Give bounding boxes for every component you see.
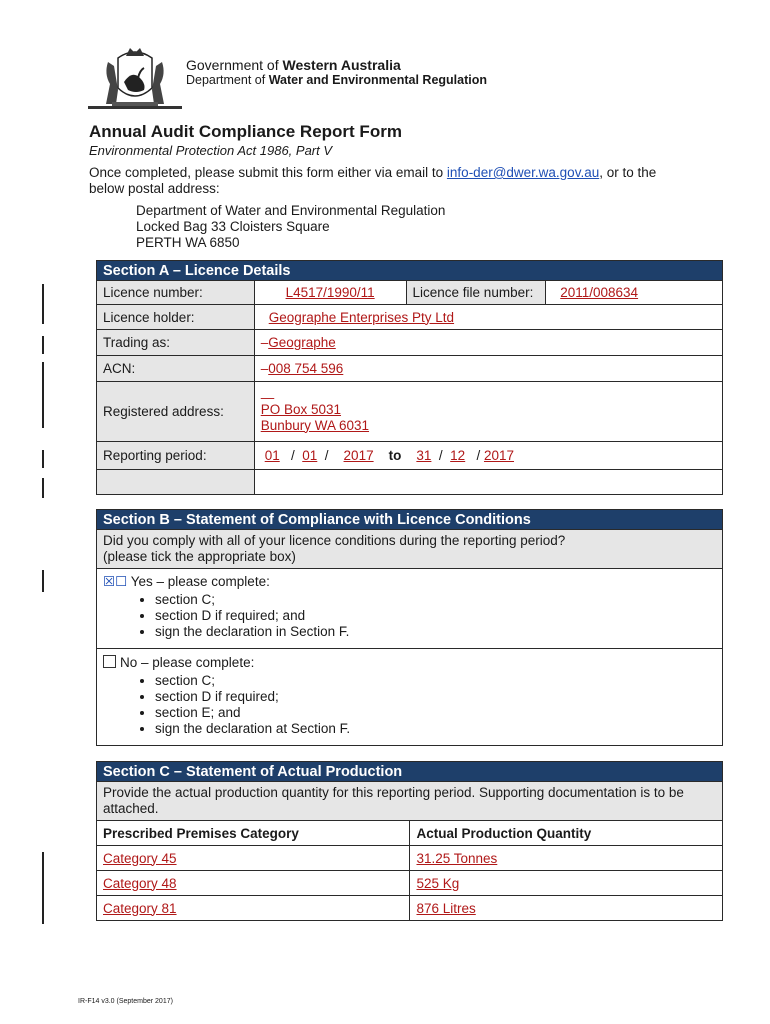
section-c-heading: Section C – Statement of Actual Production [97, 762, 723, 782]
list-item: • sign the declaration at Section F. [155, 721, 716, 737]
list-item: • section D if required; and [155, 608, 716, 624]
trading-as-label: Trading as: [97, 330, 255, 356]
to-year-field[interactable]: 2017 [483, 448, 515, 463]
postal-address [136, 203, 445, 251]
email-link[interactable]: info-der@dwer.wa.gov.au [446, 165, 600, 180]
list-item: • sign the declaration in Section F. [155, 624, 716, 640]
licence-number-label: Licence number: [97, 281, 255, 305]
change-bar [42, 852, 44, 924]
table-row [97, 896, 723, 921]
licence-file-field[interactable]: 2011/008634 [560, 285, 639, 300]
to-day-field[interactable]: 31 [416, 448, 432, 463]
to-word: to [388, 448, 402, 463]
change-bar [42, 478, 44, 498]
registered-address-line[interactable]: Bunbury WA 6031 [260, 417, 370, 433]
yes-label: Yes – please complete: [130, 574, 270, 589]
from-month-field[interactable]: 01 [302, 448, 318, 463]
licence-holder-label: Licence holder: [97, 305, 255, 330]
quantity-column-header: Actual Production Quantity [410, 821, 723, 846]
no-checkbox[interactable] [103, 655, 116, 668]
change-bar [42, 284, 44, 324]
list-item: • section C; [155, 592, 716, 608]
empty-field-cell[interactable] [254, 470, 722, 495]
form-title: Annual Audit Compliance Report Form [89, 122, 402, 141]
registered-address-line[interactable]: PO Box 5031 [260, 401, 342, 417]
table-row [97, 871, 723, 896]
no-label: No – please complete: [120, 655, 255, 670]
licence-number-field[interactable]: L4517/1990/11 [285, 285, 375, 300]
change-bar [42, 570, 44, 592]
no-option [97, 649, 723, 746]
production-instruction: Provide the actual production quantity for this reporting period. Supporting documentation is to be attached. [97, 782, 723, 821]
wa-government-crest [88, 44, 182, 110]
category-field[interactable]: Category 48 [103, 875, 177, 891]
form-version-footer: IR-F14 v3.0 (September 2017) [78, 998, 173, 1005]
reporting-period-label: Reporting period: [97, 442, 255, 470]
government-name: Government of Western Australia [186, 57, 401, 73]
category-column-header: Prescribed Premises Category [97, 821, 410, 846]
category-field[interactable]: Category 81 [103, 900, 177, 916]
change-bar [42, 336, 44, 354]
from-year-field[interactable]: 2017 [343, 448, 374, 463]
yes-checkbox[interactable]: ☒ [103, 574, 116, 589]
department-name: Department of Water and Environmental Regulation [186, 73, 487, 87]
section-a-table: Section A – Licence Details Licence number: L4517/1990/11 Licence file number: 2011/008634 Licence holder: Geographe Enterprises Pty Ltd Trading as: –Geographe ACN: –008 754 596 Registered address: — PO Box 5031 Bunbury WA 6031 Reporting period: 01 / 01 / 2017 to 31 / 12 / 2017 [96, 260, 723, 495]
quantity-field[interactable]: 525 Kg [416, 875, 460, 891]
change-bar [42, 362, 44, 428]
from-day-field[interactable]: 01 [264, 448, 280, 463]
list-item: • section D if required; [155, 689, 716, 705]
intro-text: Once completed, please submit this form either via email to info-der@dwer.wa.gov.au, or to the below postal address: [89, 165, 657, 196]
list-item: • section C; [155, 673, 716, 689]
section-a-heading: Section A – Licence Details [97, 261, 723, 281]
empty-label-cell [97, 470, 255, 495]
quantity-field[interactable]: 31.25 Tonnes [416, 850, 498, 866]
section-b-heading: Section B – Statement of Compliance with Licence Conditions [97, 510, 723, 530]
acn-label: ACN: [97, 356, 255, 382]
compliance-question: Did you comply with all of your licence conditions during the reporting period? (please tick the appropriate box) [97, 530, 723, 569]
registered-address-label: Registered address: [97, 382, 255, 442]
licence-holder-field[interactable]: Geographe Enterprises Pty Ltd [268, 309, 455, 325]
section-c-table [96, 761, 723, 921]
change-bar [42, 450, 44, 468]
form-subtitle: Environmental Protection Act 1986, Part V [89, 143, 333, 158]
address-line: PERTH WA 6850 [136, 235, 240, 250]
quantity-field[interactable]: 876 Litres [416, 900, 476, 916]
to-month-field[interactable]: 12 [450, 448, 466, 463]
list-item: • section E; and [155, 705, 716, 721]
address-line: Locked Bag 33 Cloisters Square [136, 219, 330, 234]
category-field[interactable]: Category 45 [103, 850, 177, 866]
yes-option: ☒☐ Yes – please complete: • section C; • section D if required; and • sign the declaration in Section F. [97, 569, 723, 649]
licence-file-label: Licence file number: [406, 281, 546, 305]
trading-as-field[interactable]: Geographe [268, 335, 336, 350]
table-row [97, 846, 723, 871]
address-line: Department of Water and Environmental Regulation [136, 203, 446, 218]
section-b-table [96, 509, 723, 746]
acn-field[interactable]: 008 754 596 [268, 361, 344, 376]
